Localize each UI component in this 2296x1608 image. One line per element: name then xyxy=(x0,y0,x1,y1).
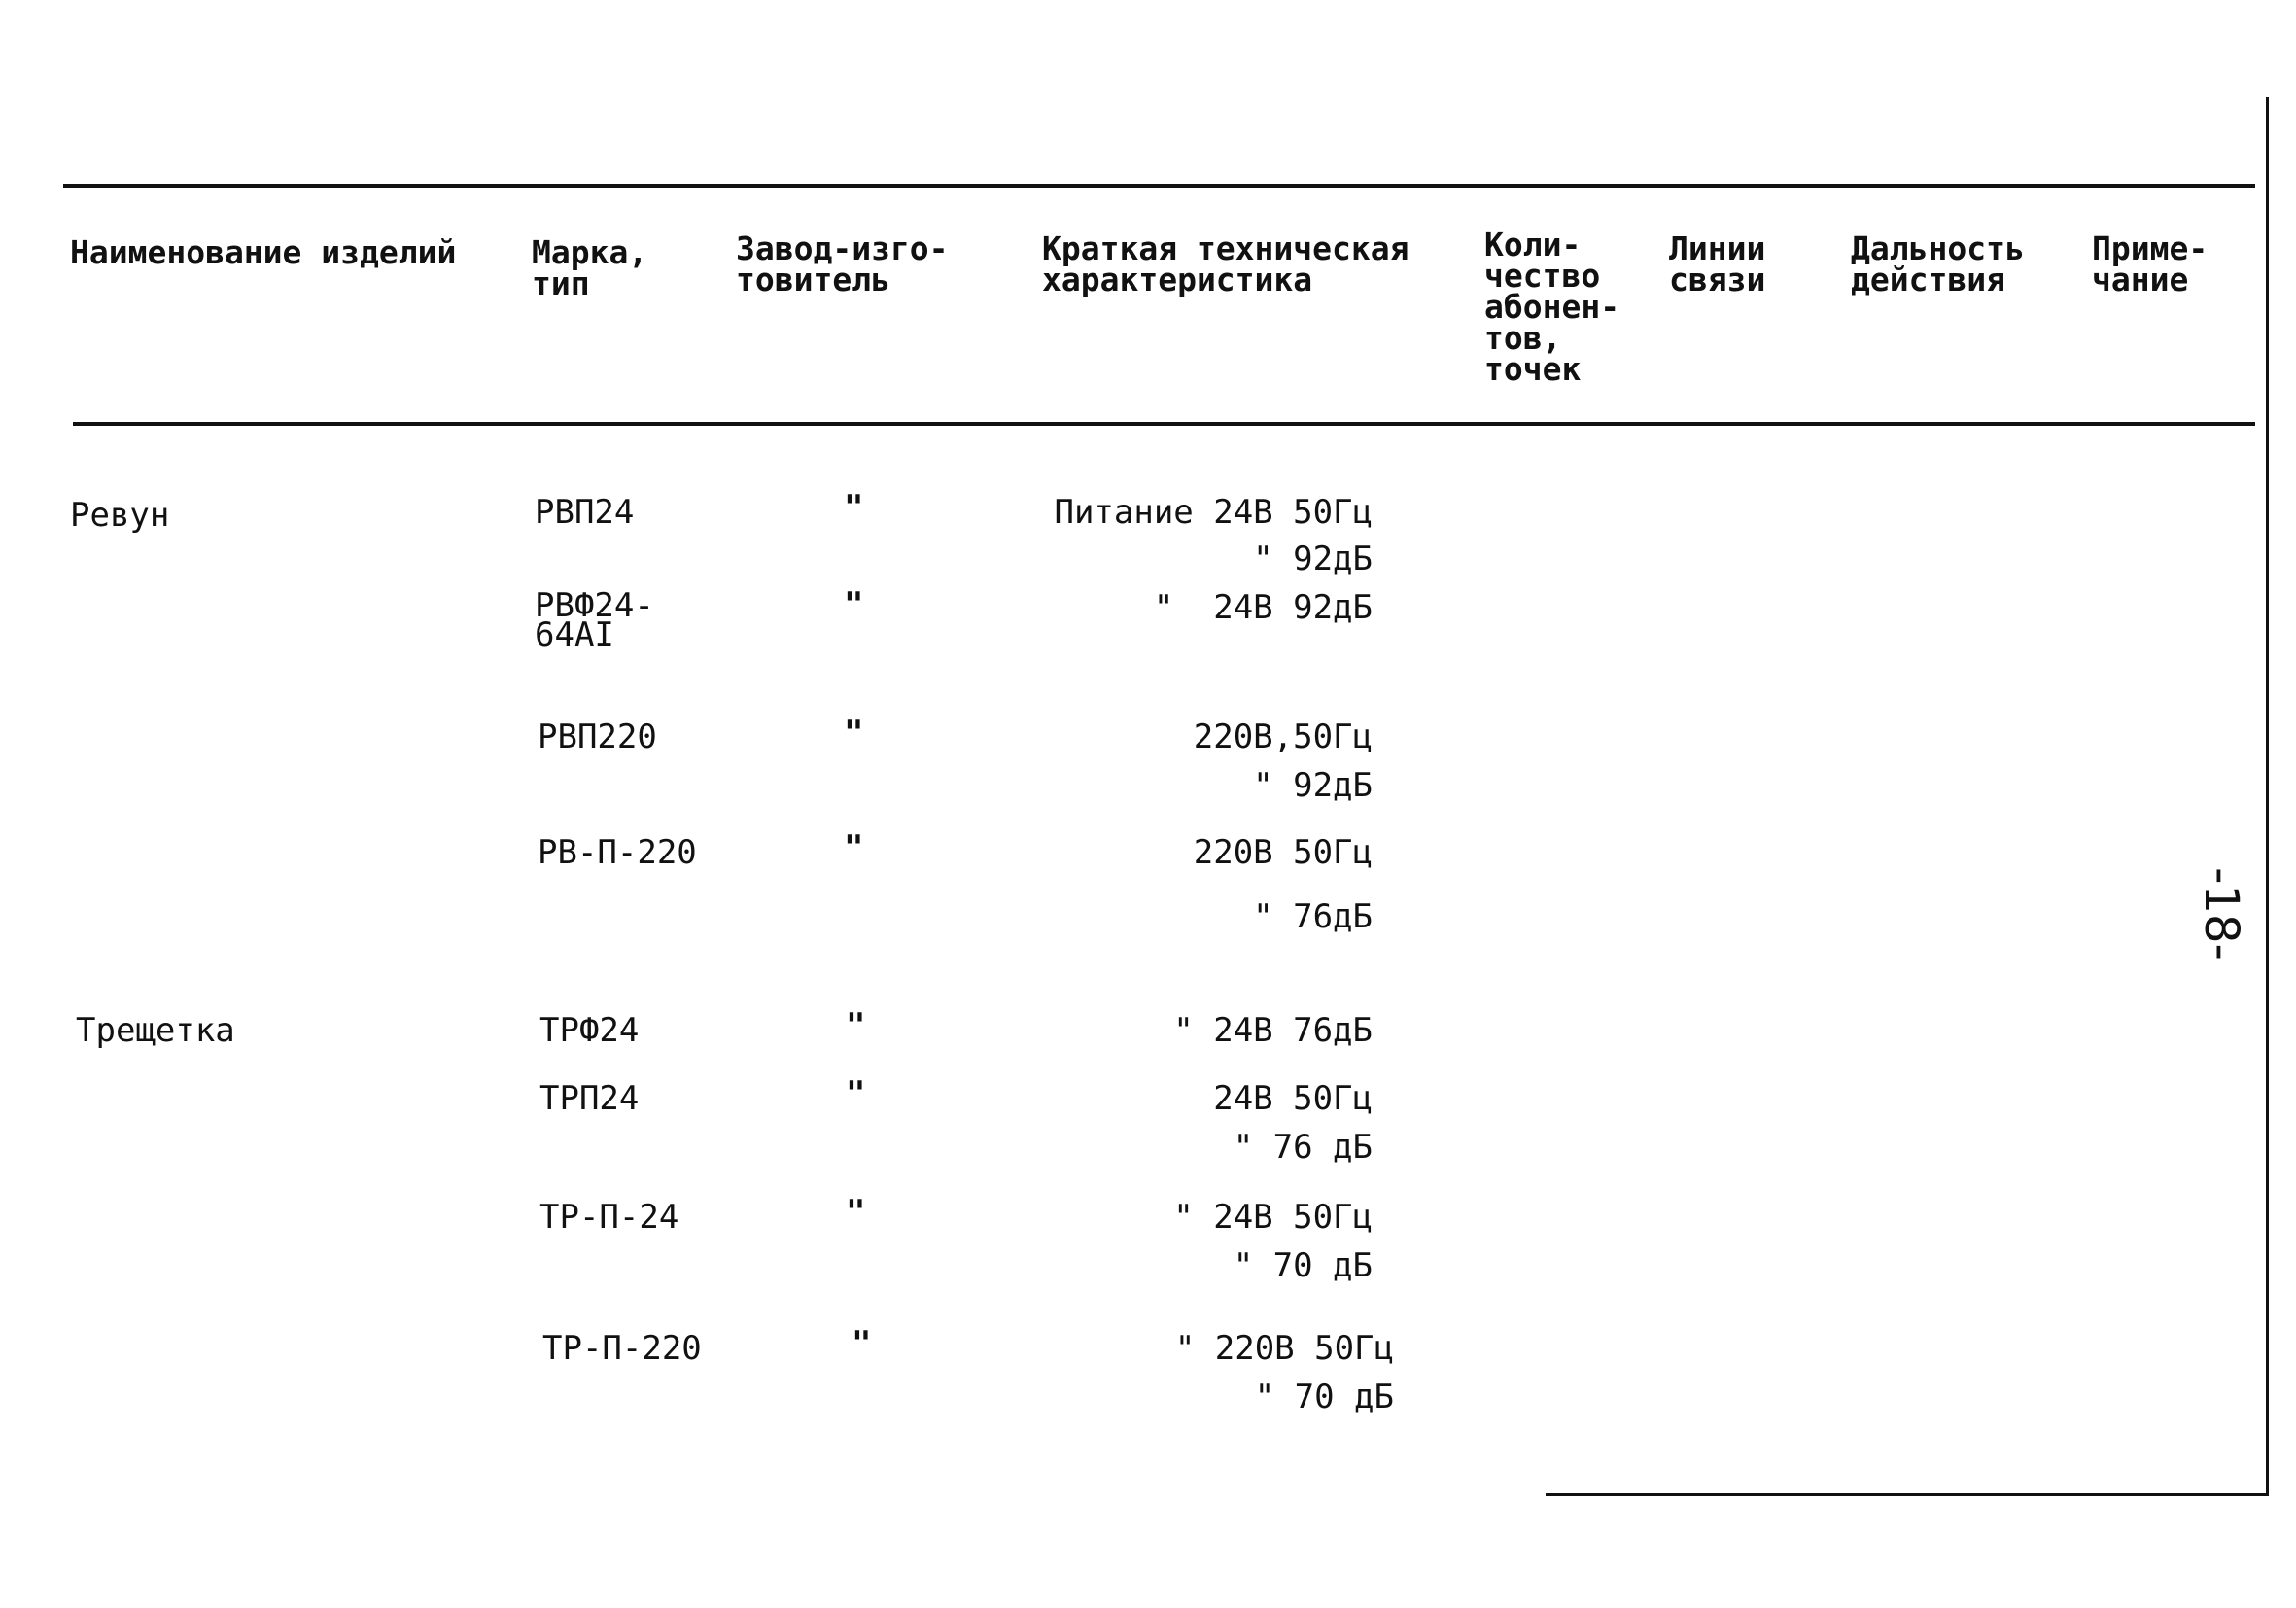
item-spec-line1: " 24В 76дБ xyxy=(1173,1011,1373,1050)
item-spec-line1: 220В,50Гц xyxy=(1193,717,1373,756)
bottom-border-rule xyxy=(1546,1493,2269,1496)
item-spec-line1: 220В 50Гц xyxy=(1193,833,1373,872)
item-maker: " xyxy=(846,1006,866,1045)
item-mark: РВП24 xyxy=(535,493,635,532)
item-spec-line1: " 24В 50Гц xyxy=(1173,1198,1373,1237)
item-spec-line1: " 220В 50Гц xyxy=(1174,1329,1394,1368)
item-mark: ТР-П-24 xyxy=(539,1198,679,1237)
header-count: Коли- чество абонен- тов, точек xyxy=(1484,226,1620,388)
item-mark: РВП220 xyxy=(538,717,657,756)
item-spec-line1: Питание 24В 50Гц xyxy=(1054,493,1373,532)
header-lines: Линии связи xyxy=(1669,229,1766,298)
right-border-rule xyxy=(2266,97,2269,1495)
header-note: Приме- чание xyxy=(2092,229,2209,298)
item-mark: РВФ24- 64АI xyxy=(535,586,654,654)
header-name: Наименование изделий xyxy=(70,233,457,271)
item-maker: " xyxy=(852,1324,872,1363)
item-maker: " xyxy=(844,585,864,624)
header-mark: Марка, тип xyxy=(532,233,648,302)
item-maker: " xyxy=(846,1074,866,1113)
group-name: Ревун xyxy=(70,496,170,535)
page-number xyxy=(2192,846,2250,982)
group-name: Трещетка xyxy=(76,1011,235,1050)
item-maker: " xyxy=(844,714,864,752)
header-maker: Завод-изго- товитель xyxy=(736,229,949,298)
item-mark: ТРФ24 xyxy=(539,1011,640,1050)
item-spec-line2: " 70 дБ xyxy=(1233,1246,1373,1285)
item-spec-line1: " 24В 92дБ xyxy=(1153,588,1373,627)
item-mark: РВ-П-220 xyxy=(538,833,697,872)
header-range: Дальность действия xyxy=(1851,229,2025,298)
header-bottom-rule xyxy=(73,422,2255,426)
item-spec-line1: 24В 50Гц xyxy=(1213,1079,1373,1118)
table-top-rule xyxy=(63,184,2255,188)
page-number-text: -18- xyxy=(2194,867,2248,961)
item-spec-line2: " 76дБ xyxy=(1253,897,1373,936)
item-spec-line2: " 70 дБ xyxy=(1254,1378,1394,1416)
item-spec-line2: " 76 дБ xyxy=(1233,1128,1373,1167)
item-maker: " xyxy=(844,828,864,867)
item-mark: ТР-П-220 xyxy=(542,1329,702,1368)
header-spec: Краткая техническая характеристика xyxy=(1042,229,1409,298)
item-mark: ТРП24 xyxy=(539,1079,640,1118)
item-maker: " xyxy=(844,488,864,527)
item-spec-line2: " 92дБ xyxy=(1253,540,1373,578)
item-maker: " xyxy=(846,1193,866,1232)
item-spec-line2: " 92дБ xyxy=(1253,766,1373,805)
